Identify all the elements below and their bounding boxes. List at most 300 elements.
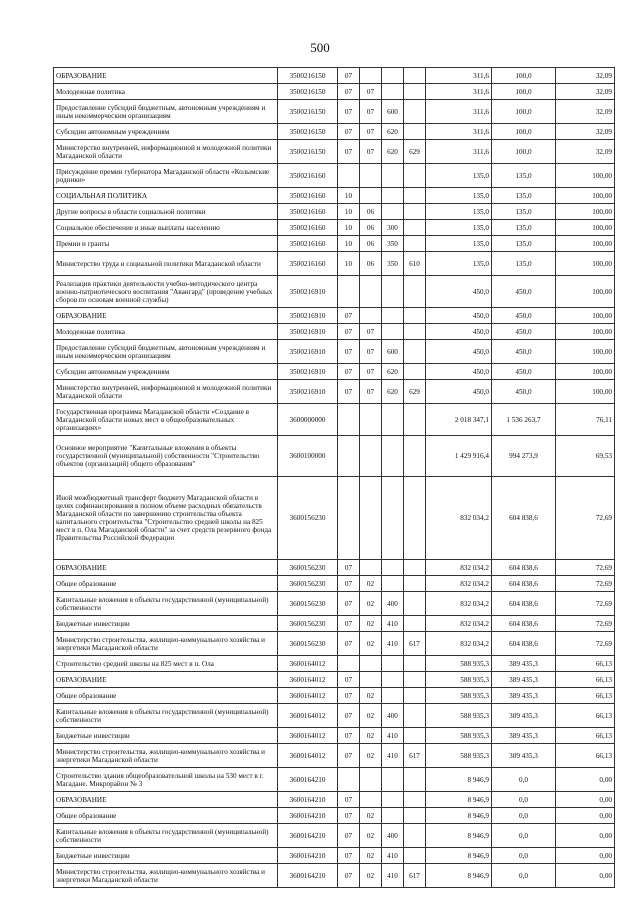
executed-amount: 0,0 — [492, 864, 556, 888]
executed-amount: 100,0 — [492, 100, 556, 124]
subsection-code — [360, 68, 382, 84]
execution-percent: 66,13 — [556, 688, 615, 704]
target-code: 3500216160 — [278, 220, 338, 236]
execution-percent: 0,00 — [556, 864, 615, 888]
execution-percent: 72,69 — [556, 632, 615, 656]
target-code: 3600164012 — [278, 744, 338, 768]
expense-type-code — [382, 308, 404, 324]
section-code: 07 — [338, 792, 360, 808]
planned-amount: 135,0 — [426, 236, 492, 252]
expense-type-code: 300 — [382, 220, 404, 236]
table-row — [54, 236, 615, 252]
section-code: 07 — [338, 140, 360, 164]
executed-amount: 100,0 — [492, 140, 556, 164]
target-code: 3500216160 — [278, 204, 338, 220]
executed-amount: 604 838,6 — [492, 616, 556, 632]
section-code: 07 — [338, 380, 360, 404]
execution-percent: 66,13 — [556, 656, 615, 672]
target-code: 3600164210 — [278, 768, 338, 792]
section-code: 10 — [338, 204, 360, 220]
expense-type-code — [382, 808, 404, 824]
section-code — [338, 656, 360, 672]
chapter-code — [404, 728, 426, 744]
subsection-code: 02 — [360, 576, 382, 592]
expense-type-code — [382, 324, 404, 340]
executed-amount: 0,0 — [492, 808, 556, 824]
row-name: ОБРАЗОВАНИЕ — [54, 560, 278, 576]
executed-amount: 389 435,3 — [492, 656, 556, 672]
table-row — [54, 744, 615, 768]
executed-amount: 450,0 — [492, 276, 556, 308]
executed-amount: 100,0 — [492, 124, 556, 140]
planned-amount: 8 946,9 — [426, 824, 492, 848]
chapter-code — [404, 188, 426, 204]
subsection-code — [360, 404, 382, 436]
executed-amount: 135,0 — [492, 204, 556, 220]
table-row — [54, 220, 615, 236]
section-code: 07 — [338, 100, 360, 124]
table-row — [54, 704, 615, 728]
execution-percent: 100,00 — [556, 236, 615, 252]
target-code: 3500216150 — [278, 100, 338, 124]
section-code: 07 — [338, 84, 360, 100]
expense-type-code: 410 — [382, 728, 404, 744]
target-code: 3600164210 — [278, 808, 338, 824]
expense-type-code — [382, 672, 404, 688]
executed-amount: 389 435,3 — [492, 728, 556, 744]
executed-amount: 0,0 — [492, 848, 556, 864]
target-code: 3500216910 — [278, 340, 338, 364]
row-name: Молодежная политика — [54, 84, 278, 100]
execution-percent: 69,53 — [556, 436, 615, 477]
executed-amount: 604 838,6 — [492, 632, 556, 656]
row-name: ОБРАЗОВАНИЕ — [54, 308, 278, 324]
chapter-code — [404, 808, 426, 824]
planned-amount: 450,0 — [426, 308, 492, 324]
chapter-code — [404, 340, 426, 364]
row-name: Бюджетные инвестиции — [54, 848, 278, 864]
target-code: 3600156230 — [278, 592, 338, 616]
table-row — [54, 864, 615, 888]
planned-amount: 135,0 — [426, 204, 492, 220]
execution-percent: 72,69 — [556, 616, 615, 632]
expense-type-code — [382, 188, 404, 204]
table-row — [54, 276, 615, 308]
executed-amount: 450,0 — [492, 340, 556, 364]
execution-percent: 66,13 — [556, 728, 615, 744]
subsection-code: 07 — [360, 84, 382, 100]
expense-type-code — [382, 768, 404, 792]
row-name: Министерство труда и социальной политики Магаданской области — [54, 252, 278, 276]
row-name: Бюджетные инвестиции — [54, 616, 278, 632]
subsection-code: 02 — [360, 704, 382, 728]
row-name: ОБРАЗОВАНИЕ — [54, 792, 278, 808]
section-code — [338, 768, 360, 792]
planned-amount: 832 034,2 — [426, 560, 492, 576]
executed-amount: 604 838,6 — [492, 477, 556, 560]
row-name: Субсидии автономным учреждениям — [54, 364, 278, 380]
execution-percent: 72,69 — [556, 576, 615, 592]
target-code: 3600156230 — [278, 576, 338, 592]
expense-type-code — [382, 656, 404, 672]
expense-type-code: 410 — [382, 744, 404, 768]
subsection-code: 07 — [360, 100, 382, 124]
table-row — [54, 164, 615, 188]
executed-amount: 604 838,6 — [492, 576, 556, 592]
execution-percent: 100,00 — [556, 340, 615, 364]
planned-amount: 8 946,9 — [426, 848, 492, 864]
execution-percent: 32,09 — [556, 100, 615, 124]
execution-percent: 100,00 — [556, 308, 615, 324]
expense-type-code: 410 — [382, 632, 404, 656]
subsection-code — [360, 656, 382, 672]
execution-percent: 100,00 — [556, 380, 615, 404]
planned-amount: 588 935,3 — [426, 704, 492, 728]
subsection-code — [360, 672, 382, 688]
executed-amount: 450,0 — [492, 308, 556, 324]
subsection-code: 02 — [360, 744, 382, 768]
subsection-code: 02 — [360, 592, 382, 616]
target-code: 3500216910 — [278, 308, 338, 324]
expense-type-code — [382, 204, 404, 220]
chapter-code — [404, 436, 426, 477]
chapter-code: 617 — [404, 744, 426, 768]
executed-amount: 135,0 — [492, 188, 556, 204]
planned-amount: 311,6 — [426, 84, 492, 100]
table-row — [54, 477, 615, 560]
chapter-code — [404, 768, 426, 792]
row-name: Бюджетные инвестиции — [54, 728, 278, 744]
expense-type-code: 620 — [382, 124, 404, 140]
expense-type-code — [382, 436, 404, 477]
table-row — [54, 380, 615, 404]
subsection-code — [360, 308, 382, 324]
table-row — [54, 576, 615, 592]
chapter-code — [404, 477, 426, 560]
expense-type-code: 600 — [382, 100, 404, 124]
target-code: 3600000000 — [278, 404, 338, 436]
expense-type-code: 410 — [382, 616, 404, 632]
target-code: 3500216910 — [278, 276, 338, 308]
chapter-code — [404, 220, 426, 236]
planned-amount: 588 935,3 — [426, 656, 492, 672]
section-code: 07 — [338, 324, 360, 340]
chapter-code — [404, 672, 426, 688]
executed-amount: 994 273,9 — [492, 436, 556, 477]
expense-type-code: 600 — [382, 340, 404, 364]
chapter-code — [404, 204, 426, 220]
chapter-code — [404, 560, 426, 576]
execution-percent: 66,13 — [556, 704, 615, 728]
target-code: 3600164012 — [278, 656, 338, 672]
table-row — [54, 592, 615, 616]
execution-percent: 72,69 — [556, 592, 615, 616]
chapter-code: 629 — [404, 140, 426, 164]
planned-amount: 311,6 — [426, 100, 492, 124]
table-row — [54, 792, 615, 808]
planned-amount: 8 946,9 — [426, 792, 492, 808]
planned-amount: 450,0 — [426, 380, 492, 404]
expense-type-code: 620 — [382, 140, 404, 164]
section-code — [338, 276, 360, 308]
executed-amount: 389 435,3 — [492, 672, 556, 688]
subsection-code: 06 — [360, 220, 382, 236]
expense-type-code: 410 — [382, 848, 404, 864]
row-name: Министерство внутренней, информационной и молодежной политики Магаданской области — [54, 140, 278, 164]
table-row — [54, 808, 615, 824]
executed-amount: 0,0 — [492, 768, 556, 792]
chapter-code — [404, 656, 426, 672]
table-row — [54, 324, 615, 340]
target-code: 3600164012 — [278, 704, 338, 728]
row-name: Другие вопросы в области социальной политики — [54, 204, 278, 220]
planned-amount: 832 034,2 — [426, 477, 492, 560]
chapter-code — [404, 84, 426, 100]
section-code: 07 — [338, 616, 360, 632]
executed-amount: 604 838,6 — [492, 592, 556, 616]
target-code: 3500216150 — [278, 68, 338, 84]
subsection-code: 02 — [360, 864, 382, 888]
chapter-code — [404, 404, 426, 436]
section-code: 07 — [338, 728, 360, 744]
planned-amount: 588 935,3 — [426, 728, 492, 744]
row-name: Министерство строительства, жилищно-коммунального хозяйства и энергетики Магаданской области — [54, 744, 278, 768]
target-code: 3600164210 — [278, 864, 338, 888]
row-name: Общее образование — [54, 808, 278, 824]
chapter-code — [404, 616, 426, 632]
expense-type-code: 400 — [382, 592, 404, 616]
row-name: Присуждение премии губернатора Магаданской области «Колымские родники» — [54, 164, 278, 188]
expense-type-code: 350 — [382, 252, 404, 276]
chapter-code — [404, 688, 426, 704]
executed-amount: 0,0 — [492, 792, 556, 808]
subsection-code: 06 — [360, 236, 382, 252]
expense-type-code — [382, 68, 404, 84]
row-name: Предоставление субсидий бюджетным, автономным учреждениям и иным некоммерческим организациям — [54, 340, 278, 364]
planned-amount: 8 946,9 — [426, 768, 492, 792]
execution-percent: 72,69 — [556, 560, 615, 576]
executed-amount: 604 838,6 — [492, 560, 556, 576]
table-row — [54, 688, 615, 704]
expense-type-code: 410 — [382, 864, 404, 888]
section-code — [338, 477, 360, 560]
target-code: 3600156230 — [278, 616, 338, 632]
section-code: 07 — [338, 672, 360, 688]
executed-amount: 450,0 — [492, 380, 556, 404]
row-name: Предоставление субсидий бюджетным, автономным учреждениям и иным некоммерческим организациям — [54, 100, 278, 124]
row-name: Реализация практики деятельности учебно-методического центра военно-патриотического воспитания "Авангард" (проведение учебных сборов по основам военной службы) — [54, 276, 278, 308]
planned-amount: 135,0 — [426, 188, 492, 204]
expense-type-code — [382, 84, 404, 100]
chapter-code — [404, 276, 426, 308]
row-name: Строительство здания общеобразовательной школы на 530 мест в г. Магадане. Микрорайон № 3 — [54, 768, 278, 792]
table-row — [54, 364, 615, 380]
executed-amount: 100,0 — [492, 68, 556, 84]
execution-percent: 100,00 — [556, 188, 615, 204]
table-row — [54, 140, 615, 164]
execution-percent: 100,00 — [556, 220, 615, 236]
expense-type-code — [382, 792, 404, 808]
table-row — [54, 404, 615, 436]
section-code: 10 — [338, 236, 360, 252]
table-row — [54, 616, 615, 632]
expense-type-code — [382, 688, 404, 704]
planned-amount: 588 935,3 — [426, 688, 492, 704]
subsection-code: 02 — [360, 848, 382, 864]
chapter-code — [404, 124, 426, 140]
table-row — [54, 728, 615, 744]
section-code: 07 — [338, 808, 360, 824]
subsection-code: 06 — [360, 204, 382, 220]
target-code: 3600164210 — [278, 848, 338, 864]
table-row — [54, 656, 615, 672]
section-code: 07 — [338, 560, 360, 576]
expense-type-code: 350 — [382, 236, 404, 252]
row-name: Строительство средней школы на 825 мест в п. Ола — [54, 656, 278, 672]
executed-amount: 1 536 263,7 — [492, 404, 556, 436]
execution-percent: 100,00 — [556, 324, 615, 340]
row-name: Иной межбюджетный трансферт бюджету Магаданской области в целях софинансирования в полном объеме расходных обязательств Магаданской области по завершению строительства объекта капитального строительства "Строительство средней школы на 825 мест в п. Ола Магаданской области" за счет средств резервного фонда Правительства Российской Федерации — [54, 477, 278, 560]
planned-amount: 135,0 — [426, 164, 492, 188]
target-code: 3500216910 — [278, 364, 338, 380]
target-code: 3500216160 — [278, 164, 338, 188]
row-name: Капитальные вложения в объекты государственной (муниципальной) собственности — [54, 824, 278, 848]
executed-amount: 450,0 — [492, 324, 556, 340]
section-code: 10 — [338, 252, 360, 276]
planned-amount: 832 034,2 — [426, 616, 492, 632]
execution-percent: 66,13 — [556, 672, 615, 688]
expense-type-code: 400 — [382, 704, 404, 728]
planned-amount: 832 034,2 — [426, 632, 492, 656]
executed-amount: 0,0 — [492, 824, 556, 848]
table-row — [54, 188, 615, 204]
table-row — [54, 124, 615, 140]
table-row — [54, 340, 615, 364]
execution-percent: 0,00 — [556, 808, 615, 824]
subsection-code: 07 — [360, 380, 382, 404]
subsection-code — [360, 768, 382, 792]
execution-percent: 0,00 — [556, 792, 615, 808]
row-name: Субсидии автономным учреждениям — [54, 124, 278, 140]
chapter-code — [404, 848, 426, 864]
execution-percent: 0,00 — [556, 848, 615, 864]
chapter-code — [404, 576, 426, 592]
target-code: 3600156230 — [278, 632, 338, 656]
row-name: Основное мероприятие "Капитальные вложения в объекты государственной (муниципальной) собственности "Строительство объектов (организаций) общего образования" — [54, 436, 278, 477]
executed-amount: 135,0 — [492, 220, 556, 236]
table-row — [54, 436, 615, 477]
execution-percent: 32,09 — [556, 68, 615, 84]
subsection-code — [360, 188, 382, 204]
table-row — [54, 632, 615, 656]
executed-amount: 135,0 — [492, 252, 556, 276]
planned-amount: 8 946,9 — [426, 808, 492, 824]
row-name: ОБРАЗОВАНИЕ — [54, 68, 278, 84]
target-code: 3500216160 — [278, 236, 338, 252]
execution-percent: 100,00 — [556, 252, 615, 276]
planned-amount: 2 018 347,1 — [426, 404, 492, 436]
target-code: 3600164012 — [278, 672, 338, 688]
chapter-code — [404, 704, 426, 728]
target-code: 3600164012 — [278, 728, 338, 744]
chapter-code — [404, 100, 426, 124]
chapter-code — [404, 324, 426, 340]
subsection-code: 06 — [360, 252, 382, 276]
row-name: Министерство строительства, жилищно-коммунального хозяйства и энергетики Магаданской области — [54, 632, 278, 656]
target-code: 3500216150 — [278, 124, 338, 140]
target-code: 3600156230 — [278, 560, 338, 576]
row-name: Государственная программа Магаданской области «Создание в Магаданской области новых мест в общеобразовательных организациях» — [54, 404, 278, 436]
executed-amount: 389 435,3 — [492, 744, 556, 768]
section-code — [338, 404, 360, 436]
subsection-code: 07 — [360, 140, 382, 164]
executed-amount: 450,0 — [492, 364, 556, 380]
chapter-code — [404, 592, 426, 616]
section-code: 07 — [338, 68, 360, 84]
section-code: 07 — [338, 824, 360, 848]
subsection-code: 07 — [360, 340, 382, 364]
subsection-code — [360, 477, 382, 560]
target-code: 3500216910 — [278, 380, 338, 404]
table-row — [54, 768, 615, 792]
row-name: Министерство внутренней, информационной и молодежной политики Магаданской области — [54, 380, 278, 404]
section-code: 07 — [338, 688, 360, 704]
target-code: 3500216150 — [278, 84, 338, 100]
section-code: 07 — [338, 704, 360, 728]
planned-amount: 450,0 — [426, 276, 492, 308]
execution-percent: 32,09 — [556, 140, 615, 164]
execution-percent: 0,00 — [556, 768, 615, 792]
subsection-code — [360, 436, 382, 477]
table-row — [54, 824, 615, 848]
planned-amount: 450,0 — [426, 340, 492, 364]
subsection-code: 02 — [360, 616, 382, 632]
row-name: Социальное обеспечение и иные выплаты населению — [54, 220, 278, 236]
expense-type-code — [382, 164, 404, 188]
section-code — [338, 436, 360, 477]
chapter-code: 617 — [404, 864, 426, 888]
subsection-code: 02 — [360, 728, 382, 744]
execution-percent: 100,00 — [556, 204, 615, 220]
section-code: 07 — [338, 848, 360, 864]
table-row — [54, 84, 615, 100]
subsection-code: 02 — [360, 688, 382, 704]
row-name: Министерство строительства, жилищно-коммунального хозяйства и энергетики Магаданской области — [54, 864, 278, 888]
section-code: 07 — [338, 864, 360, 888]
chapter-code — [404, 824, 426, 848]
chapter-code — [404, 164, 426, 188]
table-row — [54, 204, 615, 220]
subsection-code — [360, 276, 382, 308]
table-row — [54, 848, 615, 864]
planned-amount: 311,6 — [426, 124, 492, 140]
expense-type-code — [382, 576, 404, 592]
planned-amount: 450,0 — [426, 364, 492, 380]
subsection-code: 07 — [360, 364, 382, 380]
target-code: 3500216150 — [278, 140, 338, 164]
execution-percent: 32,09 — [556, 124, 615, 140]
target-code: 3500216910 — [278, 324, 338, 340]
execution-percent: 100,00 — [556, 276, 615, 308]
section-code: 07 — [338, 124, 360, 140]
chapter-code — [404, 308, 426, 324]
section-code: 07 — [338, 364, 360, 380]
table-row — [54, 100, 615, 124]
row-name: Общее образование — [54, 688, 278, 704]
planned-amount: 8 946,9 — [426, 864, 492, 888]
row-name: Общее образование — [54, 576, 278, 592]
execution-percent: 72,69 — [556, 477, 615, 560]
